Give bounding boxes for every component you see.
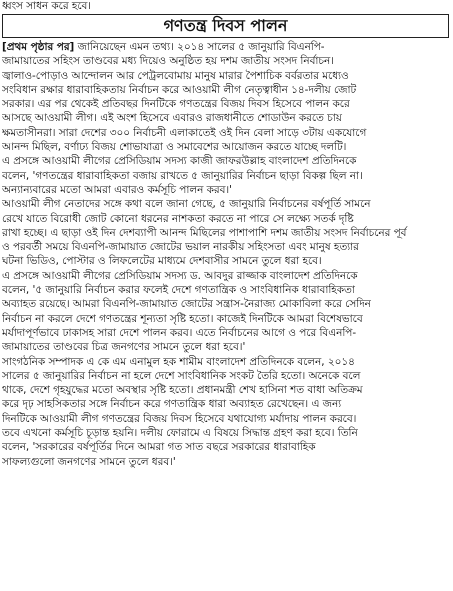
text-line: আসছে আওয়ামী লীগ। এই অংশ হিসেবে এবারও রাজধানীতে শোডাউন করতে চায় [2, 112, 342, 125]
text-line: জ্বালাও-পোড়াও আন্দোলন আর পেট্রলবোমায় মানুষ মারার পৈশাচিক বর্বরতার মধ্যেও [2, 69, 349, 82]
paragraph-2 [2, 154, 451, 197]
text-line: আওয়ামী লীগ নেতাদের সঙ্গে কথা বলে জানা গেছে, ৫ জানুয়ারি নির্বাচনের বর্ষপূর্তি সামনে [2, 198, 371, 211]
text-line: সাফল্যগুলো জনগণের সামনে তুলে ধরব।' [2, 455, 176, 468]
text-line: বলেন, '৫ জানুয়ারি নির্বাচন করার ফলেই দেশে গণতান্ত্রিক ও সাংবিধানিক ধারাবাহিকতা [2, 284, 355, 297]
paragraph-1 [2, 40, 451, 154]
text-line: জামায়াতের তাণ্ডবের চিত্র জনগণের সামনে তুলে ধরা হবে।' [2, 341, 246, 354]
article-headline: গণতন্ত্র দিবস পালন [163, 16, 288, 35]
text-line: সালের ৫ জানুয়ারির নির্বাচন না হলে দেশে সাংবিধানিক সংকট তৈরি হতো। অনেকে বলে [2, 369, 361, 382]
text-line: এ প্রসঙ্গে আওয়ামী লীগের প্রেসিডিয়াম সদস্য ড. আবদুর রাজ্জাক বাংলাদেশ প্রতিদিনকে [2, 269, 358, 282]
text-line: [প্রথম পৃষ্ঠার পর] জানিয়েছেন এমন তথ্য। ২০১৪ সালের ৫ জানুয়ারি বিএনপি- [2, 41, 325, 53]
text-line: করে দৃঢ় সাহসিকতার সঙ্গে নির্বাচন করে গণতান্ত্রিক ধারা অব্যাহত রেখেছেন। এ জন্য [2, 398, 342, 411]
text-line: ক্ষমতাসীনরা। সারা দেশের ৩০০ নির্বাচনী এলাকাতেই ওই দিন বেলা সাড়ে ৩টায় একযোগে [2, 126, 367, 139]
text-line: সংবিধান রক্ষার ধারাবাহিকতায় নির্বাচন করে আওয়ামী লীগ নেতৃত্বাধীন ১৪-দলীয় জোট [2, 83, 357, 96]
text-line: বলেন, 'গণতন্ত্রের ধারাবাহিকতা বজায় রাখতে ৫ জানুয়ারির নির্বাচন ছাড়া বিকল্প ছিল না। [2, 169, 363, 182]
text-line: আনন্দ মিছিল, বর্ণাঢ্য বিজয় শোভাযাত্রা ও সমাবেশের আয়োজন করতে যাচ্ছে দলটি। [2, 141, 347, 154]
text-line: বলেন, 'সরকারের বর্ষপূর্তির দিনে আমরা গত সাত বছরে সরকারের ধারাবাহিক [2, 441, 316, 454]
text-line: রেখে যাতে বিরোধী জোট কোনো ধরনের নাশকতা করতে না পারে সে লক্ষ্যে সতর্ক দৃষ্টি [2, 212, 354, 225]
text-line: সরকার। এর পর থেকেই প্রতিবছর দিনটিকে গণতন্ত্রের বিজয় দিবস হিসেবে পালন করে [2, 98, 350, 111]
text-line: অব্যাহত রয়েছে। আমরা বিএনপি-জামায়াত জোটের সন্ত্রাস-নৈরাজ্য মোকাবিলা করে সেদিন [2, 298, 371, 311]
text-line: মর্যাদাপূর্ণভাবে ঢাকাসহ সারা দেশে পালন করব। এতে নির্বাচনের আগে ও পরে বিএনপি- [2, 326, 357, 339]
text-line: অন্যান্যবারের মতো আমরা এবারও কর্মসূচি পালন করব।' [2, 183, 232, 196]
page-reference: [প্রথম পৃষ্ঠার পর] [2, 41, 75, 53]
headline-box [2, 14, 449, 38]
paragraph-3 [2, 197, 451, 268]
article-body [2, 40, 451, 469]
paragraph-4 [2, 269, 451, 355]
text-line: ও পরবর্তী সময়ে বিএনপি-জামায়াত জোটের ভয়াল নারকীয় সহিংসতা এবং মানুষ হত্যার [2, 241, 359, 254]
text-line: রাখা হচ্ছে। এ ছাড়া ওই দিন দেশব্যাপী আনন্দ মিছিলের পাশাপাশি দশম জাতীয় সংসদ নির্বাচনের পূর্ব [2, 226, 407, 239]
text-line: জামায়াতের সহিংস তাণ্ডবের মধ্য দিয়েও অনুষ্ঠিত হয় দশম জাতীয় সংসদ নির্বাচন। [2, 55, 334, 68]
text-line: তবে এখনো কর্মসূচি চূড়ান্ত হয়নি। দলীয় ফোরামে এ বিষয়ে সিদ্ধান্ত গ্রহণ করা হবে। তিনি [2, 427, 358, 440]
paragraph-5 [2, 355, 451, 469]
text-line: সাংগঠনিক সম্পাদক এ কে এম এনামুল হক শামীম বাংলাদেশ প্রতিদিনকে বলেন, ২০১৪ [2, 355, 355, 368]
text-line: নির্বাচন না করলে দেশে গণতন্ত্রের শূন্যতা সৃষ্টি হতো। কাজেই দিনটিকে আমরা বিশেষভাবে [2, 312, 363, 325]
text-line: এ প্রসঙ্গে আওয়ামী লীগের প্রেসিডিয়াম সদস্য কাজী জাফরউল্লাহ বাংলাদেশ প্রতিদিনকে [2, 155, 357, 168]
text-line: ঘটনা ভিডিও, পোস্টার ও লিফলেটের মাধ্যমে দেশবাসীর সামনে তুলে ধরা হবে। [2, 255, 322, 268]
text-line: থাকে, দেশে গৃহযুদ্ধের মতো অবস্থার সৃষ্টি হতো। প্রধানমন্ত্রী শেখ হাসিনা শত বাধা অতিক্রম [2, 384, 363, 397]
previous-article-tail: ধ্বংস সাধন করে হবে। [2, 0, 92, 12]
text-line: দিনটিকে আওয়ামী লীগ গণতন্ত্রের বিজয় দিবস হিসেবে যথাযোগ্য মর্যাদায় পালন করবে। [2, 412, 357, 425]
